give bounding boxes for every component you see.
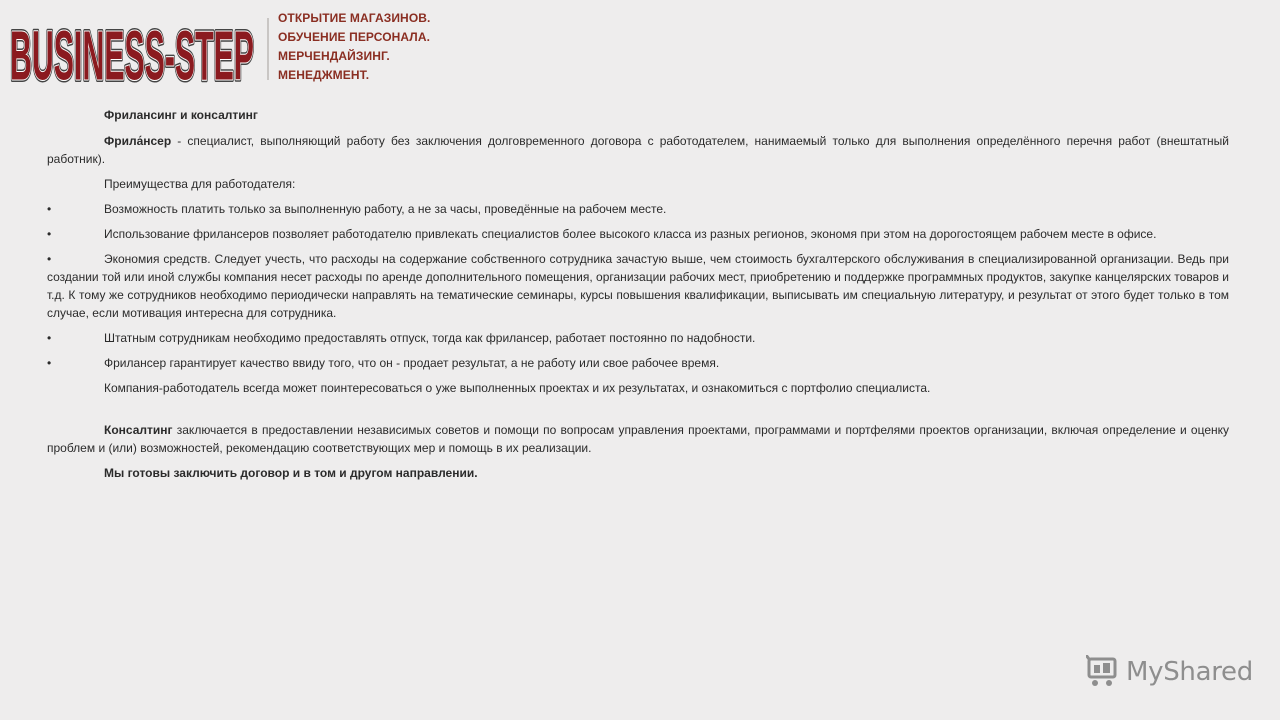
business-step-logo — [8, 6, 260, 86]
cart-icon — [1086, 655, 1120, 689]
consulting-term: Консалтинг — [104, 423, 173, 437]
portfolio-note: Компания-работодатель всегда может поинтересоваться о уже выполненных проектах и их результатах, и ознакомиться с портфолио специалиста. — [104, 381, 931, 395]
list-item-text: Использование фрилансеров позволяет работодателю привлекать специалистов более высокого класса из разных регионов, экономя при этом на дорогостоящем рабочем месте в офисе. — [104, 227, 1157, 241]
list-item — [47, 225, 1229, 243]
list-item — [47, 200, 1229, 218]
tagline — [278, 9, 430, 85]
tagline-line: МЕРЧЕНДАЙЗИНГ. — [278, 49, 390, 63]
advantages-heading: Преимущества для работодателя: — [104, 177, 296, 191]
bullet-icon: • — [47, 252, 52, 266]
closing-statement: Мы готовы заключить договор и в том и другом направлении. — [104, 466, 478, 480]
svg-text:BUSINESS-STEP: BUSINESS-STEP — [10, 16, 255, 86]
myshared-watermark — [1086, 655, 1253, 689]
tagline-line: ОТКРЫТИЕ МАГАЗИНОВ. — [278, 11, 431, 25]
header-divider — [267, 18, 269, 80]
svg-text:BUSINESS-STEP: BUSINESS-STEP — [10, 16, 255, 86]
document-title: Фрилансинг и консалтинг — [104, 108, 258, 122]
tagline-line: МЕНЕДЖМЕНТ. — [278, 68, 370, 82]
header — [8, 6, 430, 86]
tagline-line: ОБУЧЕНИЕ ПЕРСОНАЛА. — [278, 30, 431, 44]
list-item-text: Возможность платить только за выполненную работу, а не за часы, проведённые на рабочем месте. — [104, 202, 667, 216]
consulting-definition: заключается в предоставлении независимых советов и помощи по вопросам управления проектами, программами и портфелями проектов организации, включая определение и оценку проблем и (или) возможностей, рекомендацию соответствующих мер и помощь в их реализации. — [47, 423, 1229, 455]
document-body — [47, 106, 1229, 482]
bullet-icon: • — [47, 202, 52, 216]
list-item — [47, 354, 1229, 372]
bullet-icon: • — [47, 331, 52, 345]
bullet-icon: • — [47, 227, 52, 241]
watermark-text: MyShared — [1126, 657, 1253, 687]
list-item — [47, 250, 1229, 322]
freelancer-definition: - специалист, выполняющий работу без заключения долговременного договора с работодателем, нанимаемый только для выполнения определённого перечня работ (внештатный работник). — [47, 134, 1229, 166]
list-item-text: Фрилансер гарантирует качество ввиду того, что он - продает результат, а не работу или свое рабочее время. — [104, 356, 720, 370]
freelancer-term: Фрила́нсер — [104, 134, 172, 148]
list-item — [47, 329, 1229, 347]
bullet-icon: • — [47, 356, 52, 370]
list-item-text: Штатным сотрудникам необходимо предоставлять отпуск, тогда как фрилансер, работает постоянно по надобности. — [104, 331, 756, 345]
consulting-paragraph — [47, 421, 1229, 457]
list-item-text: Экономия средств. Следует учесть, что расходы на содержание собственного сотрудника зачастую выше, чем стоимость бухгалтерского обслуживания в специализированной организации. Ведь при создании той или иной службы компания несет расходы по аренде дополнительного помещения, организации рабочих мест, приобретению и поддержке программных продуктов, закупке канцелярских товаров и т.д. К тому же сотрудников необходимо периодически направлять на тематические семинары, курсы повышения квалификации, выписывать им специальную литературу, и результат от этого будет только в том случае, если мотивация интересна для сотрудника. — [47, 252, 1229, 320]
freelancer-definition-paragraph — [47, 132, 1229, 168]
